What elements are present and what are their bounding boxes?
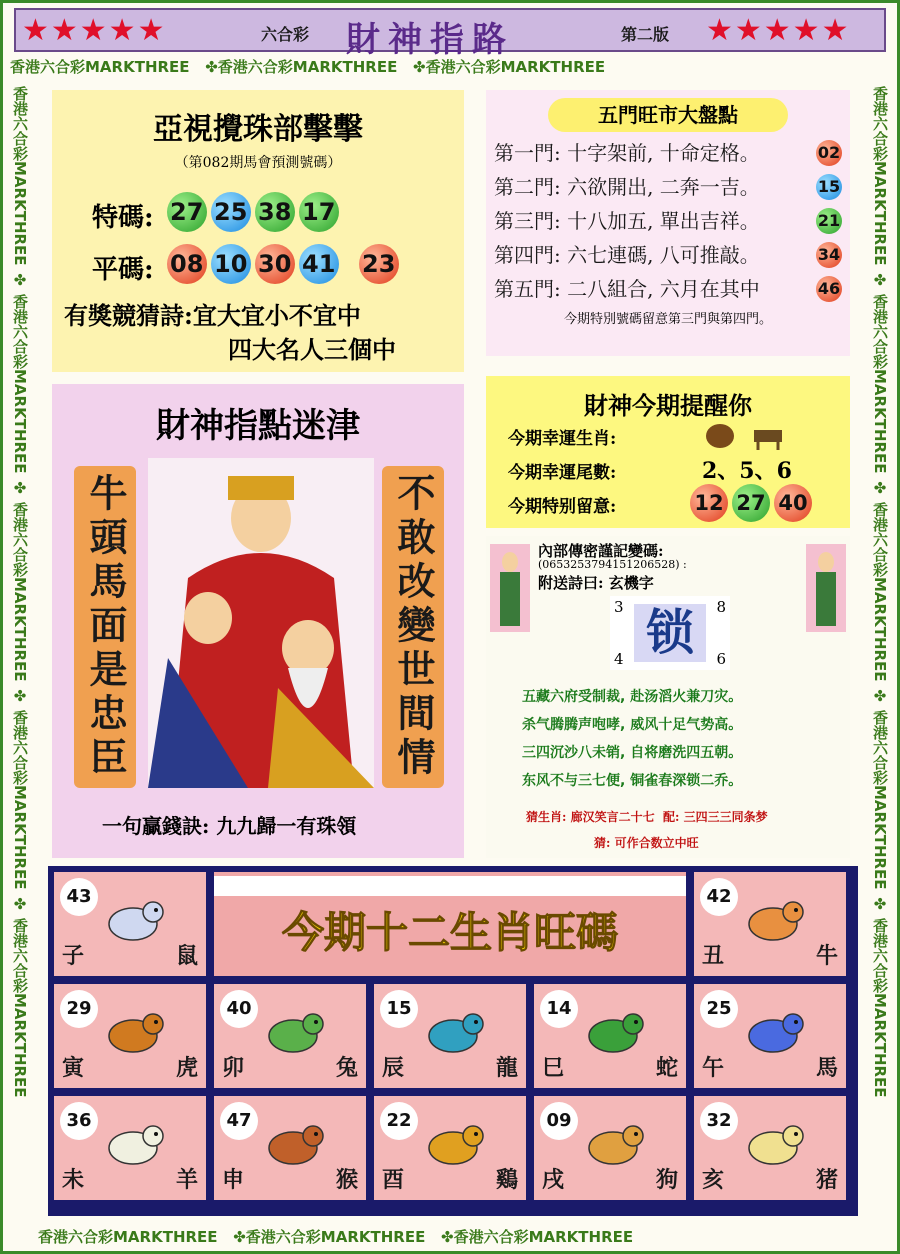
number-ball: 27 (167, 192, 207, 232)
header-bar (14, 8, 886, 60)
title-strip (214, 876, 686, 896)
left-figure (490, 544, 530, 632)
number-ball: 41 (299, 244, 339, 284)
zodiac-number: 42 (700, 878, 738, 916)
lock-box (610, 596, 730, 670)
code-line3: 附送詩曰: 玄機字 (538, 574, 654, 592)
zodiac-branch: 申 (222, 1167, 245, 1193)
zodiac-branch: 辰 (382, 1055, 405, 1081)
number-ball: 10 (211, 244, 251, 284)
zodiac-animal-icon (98, 1114, 168, 1174)
zodiac-animal: 龍 (495, 1055, 518, 1081)
panel-title: 財神指點迷津 (156, 406, 360, 446)
right-figure (806, 544, 846, 632)
special-attention-label: 今期特别留意: (508, 497, 617, 517)
zodiac-branch: 寅 (62, 1055, 85, 1081)
zodiac-title-box (214, 872, 686, 976)
stars-left: ★★★★★ (22, 13, 167, 48)
reminder-panel (486, 376, 850, 528)
gate-text: 第五門: 二八組合, 六月在其中 (494, 277, 760, 301)
guidance-footer: 一句贏錢訣: 九九歸一有珠領 (102, 814, 357, 838)
gate-text: 第四門: 六七連碼, 八可推敲。 (494, 243, 760, 267)
zodiac-number: 47 (220, 1102, 258, 1140)
number-ball: 30 (255, 244, 295, 284)
zodiac-branch: 酉 (382, 1167, 405, 1193)
header-sub: 六合彩 (261, 25, 310, 44)
normal-label: 平碼: (92, 255, 154, 285)
zodiac-title: 今期十二生肖旺碼 (281, 908, 618, 957)
poem-line: 杀气腾腾声咆哮, 威风十足气势高。 (522, 717, 743, 733)
lock-char: 锁 (634, 604, 706, 662)
zodiac-branch: 卯 (222, 1055, 245, 1081)
zodiac-number: 29 (60, 990, 98, 1028)
zodiac-branch: 丑 (702, 943, 725, 969)
lock-corner-br: 6 (716, 650, 726, 668)
normal-row (92, 244, 403, 286)
poem-line: 东风不与三七便, 铜雀春深锁二乔。 (522, 773, 743, 789)
zodiac-animal: 蛇 (655, 1055, 678, 1081)
prediction-panel (52, 90, 464, 372)
border-text-left: 香港六合彩MARKTHREE ✤ 香港六合彩MARKTHREE ✤ 香港六合彩MARKTHREE ✤ 香港六合彩MARKTHREE ✤ 香港六合彩MARKTHREE (11, 86, 29, 1098)
zodiac-number: 22 (380, 1102, 418, 1140)
poem-line: 三四沉沙八未销, 自将磨洗四五朝。 (522, 745, 743, 761)
number-ball: 17 (299, 192, 339, 232)
zodiac-branch: 午 (702, 1055, 725, 1081)
number-ball: 12 (690, 484, 728, 522)
zodiac-number: 32 (700, 1102, 738, 1140)
poem-line: 五藏六府受制裁, 赴汤滔火兼刀灾。 (522, 689, 743, 705)
lucky-zodiac-label: 今期幸運生肖: (508, 429, 617, 449)
guess-tail: 猜: 可作合数立中旺 (594, 836, 699, 850)
zodiac-cell (214, 1096, 366, 1200)
lucky-tail-label: 今期幸運尾數: (508, 463, 617, 483)
zodiac-animal: 馬 (815, 1055, 838, 1081)
zodiac-cell (54, 1096, 206, 1200)
zodiac-cell (534, 1096, 686, 1200)
zodiac-animal: 鷄 (495, 1167, 518, 1193)
zodiac-number: 25 (700, 990, 738, 1028)
zodiac-animal-icon (258, 1114, 328, 1174)
poem-line1: 有獎競猜詩:宜大宜小不宜中 (64, 301, 361, 330)
zodiac-branch: 子 (62, 943, 85, 969)
gates-note: 今期特別號碼留意第三門與第四門。 (563, 312, 772, 327)
border-text-right: 香港六合彩MARKTHREE ✤ 香港六合彩MARKTHREE ✤ 香港六合彩MARKTHREE ✤ 香港六合彩MARKTHREE ✤ 香港六合彩MARKTHREE (871, 86, 889, 1098)
five-gates-panel (486, 90, 850, 356)
zodiac-number: 43 (60, 878, 98, 916)
zodiac-cell (374, 1096, 526, 1200)
gate-row (494, 206, 850, 236)
zodiac-cell (694, 984, 846, 1088)
zodiac-branch: 未 (62, 1167, 85, 1193)
lock-corner-tl: 3 (614, 598, 624, 616)
zodiac-animal-icon (738, 1002, 808, 1062)
zodiac-animal: 猪 (815, 1167, 838, 1193)
page-title: 財神指路 (346, 20, 514, 60)
gate-row (494, 172, 850, 202)
secret-code-panel (486, 536, 850, 858)
number-ball: 27 (732, 484, 770, 522)
gate-ball: 02 (816, 140, 842, 166)
border-text-bottom: 香港六合彩MARKTHREE ✤香港六合彩MARKTHREE ✤香港六合彩MARKTHREE (38, 1228, 634, 1246)
zodiac-number: 15 (380, 990, 418, 1028)
edition-label: 第二版 (621, 25, 670, 44)
zodiac-cell (214, 984, 366, 1088)
zodiac-branch: 巳 (542, 1055, 565, 1081)
gate-row (494, 138, 850, 168)
gate-text: 第二門: 六欲開出, 二奔一吉。 (494, 175, 760, 199)
right-pill: 不敢改變世間情 (382, 466, 444, 788)
code-line2: (06532537941512065​28) : (538, 558, 687, 571)
lock-corner-tr: 8 (716, 598, 726, 616)
zodiac-animal-icon (418, 1002, 488, 1062)
zodiac-number: 14 (540, 990, 578, 1028)
zodiac-number: 40 (220, 990, 258, 1028)
zodiac-animal: 羊 (175, 1167, 198, 1193)
zodiac-animal-icon (98, 1002, 168, 1062)
code-line1: 內部傳密謹記變碼: (538, 542, 664, 560)
zodiac-animal: 猴 (335, 1167, 358, 1193)
gate-ball: 21 (816, 208, 842, 234)
guidance-panel (52, 384, 464, 858)
number-ball: 25 (211, 192, 251, 232)
special-label: 特碼: (92, 203, 154, 233)
zodiac-branch: 戌 (542, 1167, 565, 1193)
zodiac-animal-icon (578, 1002, 648, 1062)
zodiac-animal: 虎 (175, 1055, 198, 1081)
panel-title: 亞視攪珠部擊擊 (153, 112, 363, 147)
zodiac-grid (48, 866, 858, 1216)
gate-row (494, 240, 850, 270)
zodiac-cell (694, 872, 846, 976)
number-ball: 40 (774, 484, 812, 522)
gate-ball: 46 (816, 276, 842, 302)
panel-title: 五門旺市大盤點 (548, 98, 788, 132)
zodiac-animal: 鼠 (175, 943, 198, 969)
panel-subtitle: （第082期馬會預測號碼） (174, 155, 342, 171)
guess-line: 猜生肖: 廊汉笑言二十七 配: 三四三三同条梦 (526, 810, 768, 824)
poem-line2: 四大名人三個中 (228, 335, 396, 364)
gate-text: 第三門: 十八加五, 單出吉祥。 (494, 209, 760, 233)
zodiac-icons (702, 420, 792, 450)
zodiac-animal-icon (738, 890, 808, 950)
number-ball: 23 (359, 244, 399, 284)
left-pill: 牛頭馬面是忠臣 (74, 466, 136, 788)
panel-title: 財神今期提醒你 (584, 391, 752, 420)
gate-row (494, 274, 850, 304)
zodiac-cell (374, 984, 526, 1088)
zodiac-animal: 牛 (815, 943, 838, 969)
deity-illustration (148, 458, 374, 788)
number-ball: 08 (167, 244, 207, 284)
zodiac-number: 09 (540, 1102, 578, 1140)
zodiac-animal-icon (258, 1002, 328, 1062)
zodiac-animal-icon (418, 1114, 488, 1174)
zodiac-cell (694, 1096, 846, 1200)
border-text-top: 香港六合彩MARKTHREE ✤香港六合彩MARKTHREE ✤香港六合彩MARKTHREE (10, 58, 606, 76)
zodiac-number: 36 (60, 1102, 98, 1140)
zodiac-cell (54, 872, 206, 976)
zodiac-animal-icon (578, 1114, 648, 1174)
zodiac-animal-icon (98, 890, 168, 950)
zodiac-branch: 亥 (702, 1167, 725, 1193)
special-row (92, 192, 343, 234)
gate-text: 第一門: 十字架前, 十命定格。 (494, 141, 760, 165)
zodiac-animal: 狗 (655, 1167, 678, 1193)
gate-ball: 34 (816, 242, 842, 268)
lucky-tail-value: 2、5、6 (702, 458, 792, 484)
zodiac-cell (534, 984, 686, 1088)
stars-right: ★★★★★ (706, 13, 851, 48)
lock-corner-bl: 4 (614, 650, 624, 668)
zodiac-animal-icon (738, 1114, 808, 1174)
number-ball: 38 (255, 192, 295, 232)
zodiac-cell (54, 984, 206, 1088)
gate-ball: 15 (816, 174, 842, 200)
zodiac-animal: 兔 (335, 1055, 358, 1081)
